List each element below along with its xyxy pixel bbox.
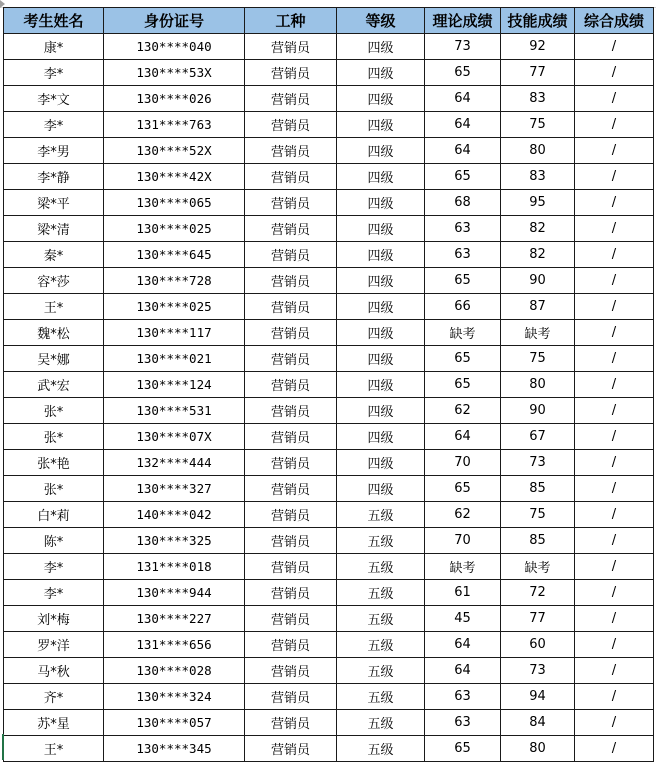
table-cell[interactable]: 营销员 bbox=[245, 86, 337, 112]
table-cell[interactable]: 80 bbox=[501, 736, 575, 762]
table-cell[interactable]: 64 bbox=[425, 424, 501, 450]
table-cell[interactable]: 容*莎 bbox=[4, 268, 104, 294]
table-cell[interactable]: 75 bbox=[501, 502, 575, 528]
active-cell-marker bbox=[2, 734, 4, 760]
header-cell[interactable]: 等级 bbox=[337, 8, 425, 34]
table-cell[interactable]: 四级 bbox=[337, 164, 425, 190]
table-cell[interactable]: 73 bbox=[425, 34, 501, 60]
table-cell[interactable]: 130****021 bbox=[104, 346, 245, 372]
table-cell[interactable]: 66 bbox=[425, 294, 501, 320]
table-cell[interactable]: 五级 bbox=[337, 710, 425, 736]
table-cell[interactable]: 130****028 bbox=[104, 658, 245, 684]
table-cell[interactable]: 营销员 bbox=[245, 190, 337, 216]
table-cell[interactable]: 60 bbox=[501, 632, 575, 658]
table-cell[interactable]: 80 bbox=[501, 372, 575, 398]
table-cell[interactable]: 营销员 bbox=[245, 450, 337, 476]
table-cell[interactable]: 罗*洋 bbox=[4, 632, 104, 658]
table-row bbox=[4, 294, 654, 320]
table-cell[interactable]: 四级 bbox=[337, 242, 425, 268]
table-cell[interactable]: 营销员 bbox=[245, 112, 337, 138]
table-cell[interactable]: / bbox=[575, 346, 654, 372]
table-cell[interactable]: 75 bbox=[501, 346, 575, 372]
table-cell[interactable]: 80 bbox=[501, 138, 575, 164]
header-cell[interactable]: 工种 bbox=[245, 8, 337, 34]
table-cell[interactable]: 营销员 bbox=[245, 632, 337, 658]
table-cell[interactable]: 130****327 bbox=[104, 476, 245, 502]
table-cell[interactable]: 67 bbox=[501, 424, 575, 450]
table-cell[interactable]: 131****656 bbox=[104, 632, 245, 658]
table-cell[interactable]: 92 bbox=[501, 34, 575, 60]
table-cell[interactable]: 四级 bbox=[337, 346, 425, 372]
table-cell[interactable]: 四级 bbox=[337, 216, 425, 242]
score-table bbox=[3, 7, 654, 762]
table-cell[interactable]: / bbox=[575, 476, 654, 502]
table-cell[interactable]: 五级 bbox=[337, 632, 425, 658]
table-cell[interactable]: 梁*清 bbox=[4, 216, 104, 242]
table-cell[interactable]: 130****040 bbox=[104, 34, 245, 60]
table-cell[interactable]: / bbox=[575, 554, 654, 580]
table-cell[interactable]: 130****52X bbox=[104, 138, 245, 164]
table-cell[interactable]: 130****53X bbox=[104, 60, 245, 86]
table-cell[interactable]: 四级 bbox=[337, 268, 425, 294]
table-cell[interactable]: / bbox=[575, 190, 654, 216]
table-cell[interactable]: 营销员 bbox=[245, 398, 337, 424]
table-cell[interactable]: 五级 bbox=[337, 606, 425, 632]
table-cell[interactable]: 130****117 bbox=[104, 320, 245, 346]
table-cell[interactable]: 130****025 bbox=[104, 216, 245, 242]
table-cell[interactable]: 130****025 bbox=[104, 294, 245, 320]
table-cell[interactable]: 李* bbox=[4, 112, 104, 138]
table-cell[interactable]: / bbox=[575, 294, 654, 320]
table-cell[interactable]: 营销员 bbox=[245, 34, 337, 60]
table-row bbox=[4, 658, 654, 684]
table-cell[interactable]: / bbox=[575, 216, 654, 242]
table-cell[interactable]: 四级 bbox=[337, 372, 425, 398]
table-row bbox=[4, 86, 654, 112]
table-cell[interactable]: 83 bbox=[501, 86, 575, 112]
table-cell[interactable]: 90 bbox=[501, 268, 575, 294]
table-row bbox=[4, 164, 654, 190]
table-cell[interactable]: 康* bbox=[4, 34, 104, 60]
table-cell[interactable]: 70 bbox=[425, 450, 501, 476]
table-cell[interactable]: 130****944 bbox=[104, 580, 245, 606]
table-cell[interactable]: 84 bbox=[501, 710, 575, 736]
table-cell[interactable]: 五级 bbox=[337, 554, 425, 580]
table-cell[interactable]: 87 bbox=[501, 294, 575, 320]
table-cell[interactable]: 95 bbox=[501, 190, 575, 216]
table-cell[interactable]: 130****026 bbox=[104, 86, 245, 112]
table-cell[interactable]: 130****057 bbox=[104, 710, 245, 736]
table-cell[interactable]: 四级 bbox=[337, 320, 425, 346]
table-cell[interactable]: 营销员 bbox=[245, 294, 337, 320]
table-row bbox=[4, 268, 654, 294]
table-cell[interactable]: 李*文 bbox=[4, 86, 104, 112]
table-cell[interactable]: 85 bbox=[501, 476, 575, 502]
table-cell[interactable]: 64 bbox=[425, 86, 501, 112]
table-cell[interactable]: 64 bbox=[425, 112, 501, 138]
header-cell[interactable]: 综合成绩 bbox=[575, 8, 654, 34]
table-cell[interactable]: 65 bbox=[425, 476, 501, 502]
table-cell[interactable]: 65 bbox=[425, 164, 501, 190]
table-cell[interactable]: 营销员 bbox=[245, 684, 337, 710]
table-cell[interactable]: 四级 bbox=[337, 34, 425, 60]
table-cell[interactable]: 63 bbox=[425, 216, 501, 242]
table-cell[interactable]: 130****124 bbox=[104, 372, 245, 398]
table-cell[interactable]: 四级 bbox=[337, 138, 425, 164]
table-cell[interactable]: 65 bbox=[425, 736, 501, 762]
table-cell[interactable]: 吴*娜 bbox=[4, 346, 104, 372]
table-cell[interactable]: 张* bbox=[4, 476, 104, 502]
table-cell[interactable]: 77 bbox=[501, 60, 575, 86]
table-cell[interactable]: 魏*松 bbox=[4, 320, 104, 346]
table-cell[interactable]: 130****07X bbox=[104, 424, 245, 450]
header-cell[interactable]: 技能成绩 bbox=[501, 8, 575, 34]
table-cell[interactable]: 130****531 bbox=[104, 398, 245, 424]
table-cell[interactable]: 营销员 bbox=[245, 346, 337, 372]
table-cell[interactable]: / bbox=[575, 632, 654, 658]
table-cell[interactable]: 营销员 bbox=[245, 502, 337, 528]
table-row bbox=[4, 710, 654, 736]
table-cell[interactable]: 营销员 bbox=[245, 60, 337, 86]
table-cell[interactable]: 李* bbox=[4, 554, 104, 580]
table-cell[interactable]: 苏*星 bbox=[4, 710, 104, 736]
table-cell[interactable]: / bbox=[575, 138, 654, 164]
table-cell[interactable]: 四级 bbox=[337, 398, 425, 424]
table-cell[interactable]: / bbox=[575, 164, 654, 190]
table-cell[interactable]: 五级 bbox=[337, 736, 425, 762]
table-cell[interactable]: / bbox=[575, 580, 654, 606]
table-row bbox=[4, 190, 654, 216]
table-cell[interactable]: 63 bbox=[425, 684, 501, 710]
table-cell[interactable]: 130****325 bbox=[104, 528, 245, 554]
table-cell[interactable]: 130****324 bbox=[104, 684, 245, 710]
table-row bbox=[4, 398, 654, 424]
table-row bbox=[4, 320, 654, 346]
table-cell[interactable]: / bbox=[575, 60, 654, 86]
table-cell[interactable]: 四级 bbox=[337, 60, 425, 86]
table-cell[interactable]: 秦* bbox=[4, 242, 104, 268]
table-cell[interactable]: / bbox=[575, 34, 654, 60]
table-cell[interactable]: / bbox=[575, 268, 654, 294]
table-cell[interactable]: 营销员 bbox=[245, 372, 337, 398]
table-cell[interactable]: 营销员 bbox=[245, 164, 337, 190]
table-cell[interactable]: 130****42X bbox=[104, 164, 245, 190]
table-cell[interactable]: 65 bbox=[425, 346, 501, 372]
table-cell[interactable]: / bbox=[575, 684, 654, 710]
table-cell[interactable]: 五级 bbox=[337, 580, 425, 606]
table-cell[interactable]: / bbox=[575, 372, 654, 398]
table-cell[interactable]: 营销员 bbox=[245, 736, 337, 762]
table-cell[interactable]: / bbox=[575, 710, 654, 736]
table-cell[interactable]: 五级 bbox=[337, 684, 425, 710]
table-row bbox=[4, 216, 654, 242]
table-cell[interactable]: 62 bbox=[425, 398, 501, 424]
table-row bbox=[4, 242, 654, 268]
table-cell[interactable]: 白*莉 bbox=[4, 502, 104, 528]
table-cell[interactable]: 五级 bbox=[337, 658, 425, 684]
table-cell[interactable]: 缺考 bbox=[501, 554, 575, 580]
table-cell[interactable]: 四级 bbox=[337, 424, 425, 450]
table-cell[interactable]: 64 bbox=[425, 658, 501, 684]
table-cell[interactable]: 马*秋 bbox=[4, 658, 104, 684]
table-row bbox=[4, 424, 654, 450]
table-cell[interactable]: 营销员 bbox=[245, 710, 337, 736]
table-cell[interactable]: 四级 bbox=[337, 476, 425, 502]
header-cell[interactable]: 身份证号 bbox=[104, 8, 245, 34]
table-cell[interactable]: 王* bbox=[4, 736, 104, 762]
table-cell[interactable]: 77 bbox=[501, 606, 575, 632]
table-cell[interactable]: 130****345 bbox=[104, 736, 245, 762]
table-cell[interactable]: 营销员 bbox=[245, 268, 337, 294]
table-cell[interactable]: 140****042 bbox=[104, 502, 245, 528]
table-cell[interactable]: 营销员 bbox=[245, 528, 337, 554]
table-cell[interactable]: 130****645 bbox=[104, 242, 245, 268]
table-cell[interactable]: 70 bbox=[425, 528, 501, 554]
table-row bbox=[4, 112, 654, 138]
table-row bbox=[4, 138, 654, 164]
table-cell[interactable]: 缺考 bbox=[425, 320, 501, 346]
table-cell[interactable]: 73 bbox=[501, 450, 575, 476]
table-cell[interactable]: 四级 bbox=[337, 294, 425, 320]
table-row bbox=[4, 736, 654, 762]
table-cell[interactable]: 刘*梅 bbox=[4, 606, 104, 632]
table-cell[interactable]: 营销员 bbox=[245, 476, 337, 502]
header-row bbox=[4, 8, 654, 34]
table-cell[interactable]: 张* bbox=[4, 398, 104, 424]
table-cell[interactable]: 四级 bbox=[337, 112, 425, 138]
table-cell[interactable]: / bbox=[575, 86, 654, 112]
table-cell[interactable]: 陈* bbox=[4, 528, 104, 554]
table-cell[interactable]: 四级 bbox=[337, 86, 425, 112]
table-cell[interactable]: 缺考 bbox=[501, 320, 575, 346]
table-cell[interactable]: 李*静 bbox=[4, 164, 104, 190]
table-cell[interactable]: 营销员 bbox=[245, 658, 337, 684]
table-cell[interactable]: 64 bbox=[425, 138, 501, 164]
table-cell[interactable]: 李*男 bbox=[4, 138, 104, 164]
table-cell[interactable]: / bbox=[575, 398, 654, 424]
table-cell[interactable]: 王* bbox=[4, 294, 104, 320]
table-cell[interactable]: / bbox=[575, 658, 654, 684]
table-cell[interactable]: 梁*平 bbox=[4, 190, 104, 216]
table-cell[interactable]: 63 bbox=[425, 710, 501, 736]
table-cell[interactable]: 武*宏 bbox=[4, 372, 104, 398]
table-cell[interactable]: 五级 bbox=[337, 528, 425, 554]
table-cell[interactable]: / bbox=[575, 502, 654, 528]
table-cell[interactable]: 68 bbox=[425, 190, 501, 216]
table-cell[interactable]: 李* bbox=[4, 60, 104, 86]
table-cell[interactable]: 61 bbox=[425, 580, 501, 606]
table-row bbox=[4, 34, 654, 60]
table-row bbox=[4, 580, 654, 606]
table-cell[interactable]: / bbox=[575, 528, 654, 554]
table-cell[interactable]: / bbox=[575, 606, 654, 632]
table-cell[interactable]: / bbox=[575, 320, 654, 346]
table-row bbox=[4, 502, 654, 528]
table-row bbox=[4, 60, 654, 86]
table-cell[interactable]: 62 bbox=[425, 502, 501, 528]
table-cell[interactable]: 营销员 bbox=[245, 320, 337, 346]
table-cell[interactable]: 李* bbox=[4, 580, 104, 606]
table-cell[interactable]: 82 bbox=[501, 216, 575, 242]
table-cell[interactable]: 营销员 bbox=[245, 216, 337, 242]
table-cell[interactable]: 65 bbox=[425, 372, 501, 398]
table-cell[interactable]: 齐* bbox=[4, 684, 104, 710]
table-cell[interactable]: 132****444 bbox=[104, 450, 245, 476]
table-cell[interactable]: 75 bbox=[501, 112, 575, 138]
table-cell[interactable]: 缺考 bbox=[425, 554, 501, 580]
table-cell[interactable]: 45 bbox=[425, 606, 501, 632]
table-cell[interactable]: 94 bbox=[501, 684, 575, 710]
header-cell[interactable]: 考生姓名 bbox=[4, 8, 104, 34]
table-cell[interactable]: 四级 bbox=[337, 450, 425, 476]
table-row bbox=[4, 632, 654, 658]
table-cell[interactable]: 90 bbox=[501, 398, 575, 424]
table-cell[interactable]: 130****728 bbox=[104, 268, 245, 294]
table-row bbox=[4, 450, 654, 476]
table-cell[interactable]: 营销员 bbox=[245, 580, 337, 606]
table-row bbox=[4, 554, 654, 580]
table-row bbox=[4, 372, 654, 398]
table-cell[interactable]: / bbox=[575, 736, 654, 762]
table-cell[interactable]: 130****227 bbox=[104, 606, 245, 632]
table-cell[interactable]: 83 bbox=[501, 164, 575, 190]
table-row bbox=[4, 528, 654, 554]
table-cell[interactable]: 73 bbox=[501, 658, 575, 684]
table-cell[interactable]: 131****763 bbox=[104, 112, 245, 138]
table-cell[interactable]: 营销员 bbox=[245, 606, 337, 632]
table-cell[interactable]: 82 bbox=[501, 242, 575, 268]
table-cell[interactable]: 四级 bbox=[337, 190, 425, 216]
table-cell[interactable]: 65 bbox=[425, 60, 501, 86]
table-cell[interactable]: 营销员 bbox=[245, 424, 337, 450]
table-cell[interactable]: / bbox=[575, 112, 654, 138]
table-row bbox=[4, 346, 654, 372]
table-cell[interactable]: / bbox=[575, 242, 654, 268]
table-cell[interactable]: 85 bbox=[501, 528, 575, 554]
table-cell[interactable]: / bbox=[575, 450, 654, 476]
table-cell[interactable]: 五级 bbox=[337, 502, 425, 528]
table-row bbox=[4, 606, 654, 632]
table-cell[interactable]: 张*艳 bbox=[4, 450, 104, 476]
table-cell[interactable]: 64 bbox=[425, 632, 501, 658]
table-cell[interactable]: 63 bbox=[425, 242, 501, 268]
header-cell[interactable]: 理论成绩 bbox=[425, 8, 501, 34]
table-cell[interactable]: 130****065 bbox=[104, 190, 245, 216]
table-cell[interactable]: 营销员 bbox=[245, 242, 337, 268]
table-cell[interactable]: / bbox=[575, 424, 654, 450]
table-cell[interactable]: 131****018 bbox=[104, 554, 245, 580]
table-cell[interactable]: 72 bbox=[501, 580, 575, 606]
table-cell[interactable]: 65 bbox=[425, 268, 501, 294]
table-cell[interactable]: 营销员 bbox=[245, 138, 337, 164]
table-row bbox=[4, 684, 654, 710]
table-cell[interactable]: 张* bbox=[4, 424, 104, 450]
table-cell[interactable]: 营销员 bbox=[245, 554, 337, 580]
table-row bbox=[4, 476, 654, 502]
